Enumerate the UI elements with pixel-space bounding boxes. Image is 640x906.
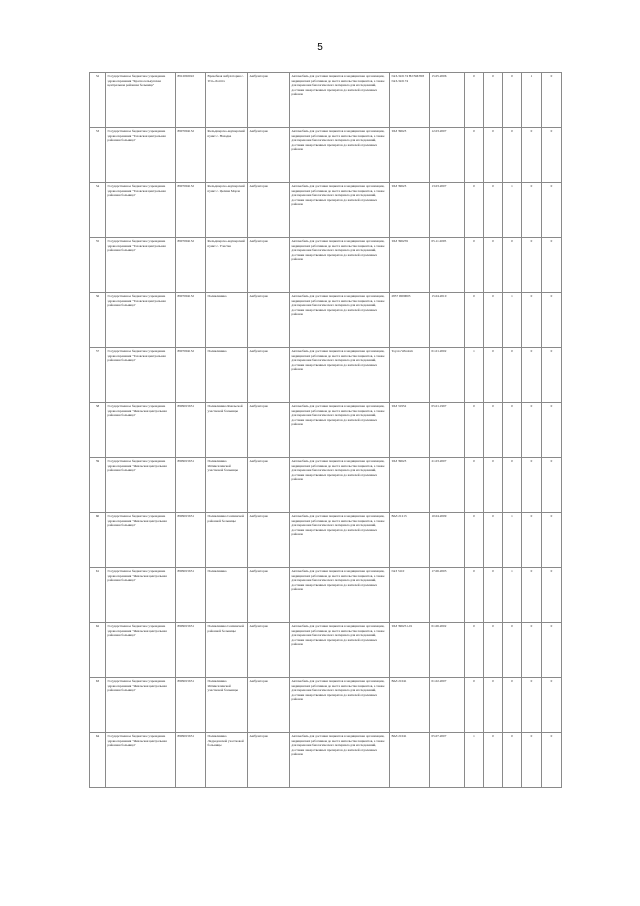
subdivision-name: Поликлиника Яптиксалинской участковой больницы xyxy=(206,678,248,733)
row-number: 63 xyxy=(90,678,106,733)
organization-inn: 8909015651 xyxy=(176,678,206,733)
registration-date: 01.06.2002 xyxy=(430,623,465,678)
count-col-2: 0 xyxy=(484,513,503,568)
count-col-1: 0 xyxy=(465,403,484,458)
count-col-4: 0 xyxy=(522,238,542,293)
row-number: 59 xyxy=(90,458,106,513)
vehicle-model: ВАЗ 21213 xyxy=(390,513,430,568)
vehicle-purpose: Автомобиль для доставки пациентов в медицинские организации, медицинских работников до места жительства пациентов, а также для перевозки биологического материала для исследований, доставки лекарственных препаратов до жителей отдаленных районов xyxy=(290,513,390,568)
organization-name: Государственное бюджетное учреждение здравоохранения "Тазовская центральная районная больница" xyxy=(106,128,176,183)
registration-date: 10.04.2009 xyxy=(430,513,465,568)
count-col-3: 0 xyxy=(503,733,522,788)
table-row xyxy=(90,513,562,568)
count-col-1: 1 xyxy=(465,733,484,788)
organization-inn: 8909015651 xyxy=(176,403,206,458)
subdivision-name: Фельдшерско-акушерский пункт с. Целина Морле xyxy=(206,183,248,238)
vehicle-model: ГАЗ-322174 Н2/5М/803 ГАЗ-322174 xyxy=(390,73,430,128)
vehicle-model: ВАЗ 21041 xyxy=(390,678,430,733)
subdivision-name: Поликлиника Сеяхинской районной больницы xyxy=(206,513,248,568)
care-type: Амбулаторно xyxy=(248,348,290,403)
registration-date: 21.03.2007 xyxy=(430,458,465,513)
care-type: Амбулаторно xyxy=(248,128,290,183)
count-col-2: 0 xyxy=(484,458,503,513)
subdivision-name: Поликлиника xyxy=(206,293,248,348)
organization-name: Государственное бюджетное учреждение здравоохранения "Красноселькупская центральная районная больница" xyxy=(106,73,176,128)
count-col-4: 0 xyxy=(522,183,542,238)
care-type: Амбулаторно xyxy=(248,733,290,788)
vehicle-model: УАЗ 396251-01 xyxy=(390,623,430,678)
row-number: 52 xyxy=(90,73,106,128)
count-col-5: 0 xyxy=(542,73,562,128)
row-number: 53 xyxy=(90,128,106,183)
registration-date: 17.06.2003 xyxy=(430,568,465,623)
count-col-3: 0 xyxy=(503,73,522,128)
count-col-3: 1 xyxy=(503,568,522,623)
count-col-2: 0 xyxy=(484,128,503,183)
table-row xyxy=(90,733,562,788)
vehicle-model: ГАЗ 3110 xyxy=(390,568,430,623)
subdivision-name: Фельдшерско-акушерский пункт с. Участка xyxy=(206,238,248,293)
vehicle-purpose: Автомобиль для доставки пациентов в медицинские организации, медицинских работников до места жительства пациентов, а также для перевозки биологического материала для исследований, доставки лекарственных препаратов до жителей отдаленных районов xyxy=(290,128,390,183)
organization-name: Государственное бюджетное учреждение здравоохранения "Ямальская центральная районная больница" xyxy=(106,623,176,678)
table-row xyxy=(90,293,562,348)
organization-inn: 8909015651 xyxy=(176,733,206,788)
count-col-5: 0 xyxy=(542,183,562,238)
registry-body xyxy=(90,73,562,788)
count-col-5: 0 xyxy=(542,403,562,458)
row-number: 56 xyxy=(90,293,106,348)
count-col-3: 0 xyxy=(503,403,522,458)
count-col-5: 0 xyxy=(542,238,562,293)
row-number: 58 xyxy=(90,403,106,458)
page-number: 5 xyxy=(317,42,323,53)
count-col-1: 0 xyxy=(465,73,484,128)
vehicle-purpose: Автомобиль для доставки пациентов в медицинские организации, медицинских работников до места жительства пациентов, а также для перевозки биологического материала для исследований, доставки лекарственных препаратов до жителей отдаленных районов xyxy=(290,183,390,238)
count-col-4: 0 xyxy=(522,458,542,513)
count-col-3: 0 xyxy=(503,348,522,403)
subdivision-name: Фельдшерско-акушерский пункт с. Находка xyxy=(206,128,248,183)
count-col-1: 0 xyxy=(465,678,484,733)
organization-inn: 8909015651 xyxy=(176,458,206,513)
count-col-3: 0 xyxy=(503,238,522,293)
count-col-5: 0 xyxy=(542,348,562,403)
care-type: Амбулаторно xyxy=(248,458,290,513)
vehicle-purpose: Автомобиль для доставки пациентов в медицинские организации, медицинских работников до места жительства пациентов, а также для перевозки биологического материала для исследований, доставки лекарственных препаратов до жителей отдаленных районов xyxy=(290,403,390,458)
vehicle-purpose: Автомобиль для доставки пациентов в медицинские организации, медицинских работников до места жительства пациентов, а также для перевозки биологического материала для исследований, доставки лекарственных препаратов до жителей отдаленных районов xyxy=(290,733,390,788)
organization-name: Государственное бюджетное учреждение здравоохранения "Ямальская центральная районная больница" xyxy=(106,733,176,788)
registration-date: 01.02.2007 xyxy=(430,678,465,733)
care-type: Амбулаторно xyxy=(248,73,290,128)
subdivision-name: Поликлиника xyxy=(206,568,248,623)
count-col-4: 0 xyxy=(522,128,542,183)
count-col-1: 0 xyxy=(465,183,484,238)
vehicle-purpose: Автомобиль для доставки пациентов в медицинские организации, медицинских работников до места жительства пациентов, а также для перевозки биологического материала для исследований, доставки лекарственных препаратов до жителей отдаленных районов xyxy=(290,348,390,403)
count-col-1: 1 xyxy=(465,348,484,403)
count-col-3: 0 xyxy=(503,623,522,678)
vehicle-registry-table xyxy=(89,72,562,788)
subdivision-name: Врачебная амбулатория с. Усть-Лоптта xyxy=(206,73,248,128)
count-col-2: 0 xyxy=(484,183,503,238)
count-col-5: 0 xyxy=(542,733,562,788)
count-col-1: 0 xyxy=(465,458,484,513)
row-number: 54 xyxy=(90,183,106,238)
count-col-3: 0 xyxy=(503,678,522,733)
count-col-3: 1 xyxy=(503,293,522,348)
count-col-4: 0 xyxy=(522,348,542,403)
organization-name: Государственное бюджетное учреждение здравоохранения "Тазовская центральная районная больница" xyxy=(106,348,176,403)
organization-name: Государственное бюджетное учреждение здравоохранения "Тазовская центральная районная больница" xyxy=(106,293,176,348)
vehicle-model: Toyota Windom xyxy=(390,348,430,403)
table-row xyxy=(90,348,562,403)
count-col-1: 0 xyxy=(465,513,484,568)
count-col-5: 0 xyxy=(542,678,562,733)
count-col-5: 0 xyxy=(542,513,562,568)
organization-inn: 8907004152 xyxy=(176,183,206,238)
table-row xyxy=(90,128,562,183)
count-col-3: 0 xyxy=(503,458,522,513)
table-row xyxy=(90,623,562,678)
row-number: 61 xyxy=(90,568,106,623)
count-col-4: 0 xyxy=(522,623,542,678)
count-col-2: 0 xyxy=(484,733,503,788)
vehicle-purpose: Автомобиль для доставки пациентов в медицинские организации, медицинских работников до места жительства пациентов, а также для перевозки биологического материала для исследований, доставки лекарственных препаратов до жителей отдаленных районов xyxy=(290,293,390,348)
vehicle-model: УАЗ 39623 xyxy=(390,183,430,238)
organization-inn: 8909015651 xyxy=(176,623,206,678)
organization-name: Государственное бюджетное учреждение здравоохранения "Ямальская центральная районная больница" xyxy=(106,458,176,513)
registration-date: 05.11.2005 xyxy=(430,238,465,293)
table-row xyxy=(90,183,562,238)
registration-date: 12.03.2007 xyxy=(430,128,465,183)
organization-name: Государственное бюджетное учреждение здравоохранения "Тазовская центральная районная больница" xyxy=(106,183,176,238)
row-number: 55 xyxy=(90,238,106,293)
vehicle-purpose: Автомобиль для доставки пациентов в медицинские организации, медицинских работников до места жительства пациентов, а также для перевозки биологического материала для исследований, доставки лекарственных препаратов до жителей отдаленных районов xyxy=(290,73,390,128)
table-row xyxy=(90,568,562,623)
care-type: Амбулаторно xyxy=(248,623,290,678)
count-col-3: 1 xyxy=(503,183,522,238)
vehicle-model: УАЗ 31952 xyxy=(390,403,430,458)
count-col-2: 0 xyxy=(484,623,503,678)
registration-date: 05.07.2007 xyxy=(430,733,465,788)
vehicle-purpose: Автомобиль для доставки пациентов в медицинские организации, медицинских работников до места жительства пациентов, а также для перевозки биологического материала для исследований, доставки лекарственных препаратов до жителей отдаленных районов xyxy=(290,238,390,293)
count-col-1: 0 xyxy=(465,128,484,183)
registration-date: 01.01.2002 xyxy=(430,348,465,403)
row-number: 64 xyxy=(90,733,106,788)
row-number: 57 xyxy=(90,348,106,403)
count-col-5: 0 xyxy=(542,293,562,348)
count-col-3: 0 xyxy=(503,128,522,183)
table-row xyxy=(90,403,562,458)
count-col-5: 0 xyxy=(542,623,562,678)
subdivision-name: Поликлиника Ямальской участковой больницы xyxy=(206,403,248,458)
registration-date: 15.05.2006 xyxy=(430,73,465,128)
count-col-2: 0 xyxy=(484,568,503,623)
organization-inn: 8909015651 xyxy=(176,568,206,623)
table-row xyxy=(90,73,562,128)
subdivision-name: Поликлиника Яптиксалинской участковой больницы xyxy=(206,458,248,513)
organization-name: Государственное бюджетное учреждение здравоохранения "Тазовская центральная районная больница" xyxy=(106,238,176,293)
row-number: 62 xyxy=(90,623,106,678)
table-row xyxy=(90,678,562,733)
count-col-1: 0 xyxy=(465,623,484,678)
count-col-4: 0 xyxy=(522,733,542,788)
care-type: Амбулаторно xyxy=(248,293,290,348)
registration-date: 13.03.2007 xyxy=(430,183,465,238)
count-col-4: 0 xyxy=(522,293,542,348)
count-col-4: 1 xyxy=(522,73,542,128)
table-row xyxy=(90,238,562,293)
organization-inn: 8907004152 xyxy=(176,293,206,348)
count-col-5: 0 xyxy=(542,458,562,513)
count-col-2: 0 xyxy=(484,403,503,458)
count-col-5: 0 xyxy=(542,128,562,183)
count-col-4: 0 xyxy=(522,403,542,458)
organization-name: Государственное бюджетное учреждение здравоохранения "Ямальская центральная районная больница" xyxy=(106,678,176,733)
subdivision-name: Поликлиника Ладрадовской участковой больницы xyxy=(206,733,248,788)
registration-date: 05.01.1997 xyxy=(430,403,465,458)
count-col-2: 0 xyxy=(484,678,503,733)
subdivision-name: Поликлиника Сеяхинской районной больницы xyxy=(206,623,248,678)
count-col-2: 0 xyxy=(484,348,503,403)
vehicle-purpose: Автомобиль для доставки пациентов в медицинские организации, медицинских работников до места жительства пациентов, а также для перевозки биологического материала для исследований, доставки лекарственных препаратов до жителей отдаленных районов xyxy=(290,678,390,733)
organization-inn: 8907004152 xyxy=(176,128,206,183)
organization-name: Государственное бюджетное учреждение здравоохранения "Ямальская центральная районная больница" xyxy=(106,403,176,458)
care-type: Амбулаторно xyxy=(248,403,290,458)
count-col-1: 0 xyxy=(465,293,484,348)
row-number: 60 xyxy=(90,513,106,568)
vehicle-purpose: Автомобиль для доставки пациентов в медицинские организации, медицинских работников до места жительства пациентов, а также для перевозки биологического материала для исследований, доставки лекарственных препаратов до жителей отдаленных районов xyxy=(290,623,390,678)
table-row xyxy=(90,458,562,513)
vehicle-model: 2857 0000003 xyxy=(390,293,430,348)
vehicle-model: УАЗ 39623 xyxy=(390,128,430,183)
count-col-1: 0 xyxy=(465,568,484,623)
organization-inn: 8907004152 xyxy=(176,238,206,293)
organization-name: Государственное бюджетное учреждение здравоохранения "Ямальская центральная районная больница" xyxy=(106,513,176,568)
count-col-2: 0 xyxy=(484,73,503,128)
care-type: Амбулаторно xyxy=(248,238,290,293)
organization-inn: 8912002022 xyxy=(176,73,206,128)
count-col-4: 0 xyxy=(522,678,542,733)
subdivision-name: Поликлиника xyxy=(206,348,248,403)
care-type: Амбулаторно xyxy=(248,183,290,238)
count-col-4: 0 xyxy=(522,513,542,568)
count-col-3: 1 xyxy=(503,513,522,568)
count-col-2: 0 xyxy=(484,293,503,348)
vehicle-purpose: Автомобиль для доставки пациентов в медицинские организации, медицинских работников до места жительства пациентов, а также для перевозки биологического материала для исследований, доставки лекарственных препаратов до жителей отдаленных районов xyxy=(290,568,390,623)
organization-inn: 8907004152 xyxy=(176,348,206,403)
vehicle-model: ВАЗ 21041 xyxy=(390,733,430,788)
vehicle-model: УАЗ 39623 xyxy=(390,458,430,513)
vehicle-purpose: Автомобиль для доставки пациентов в медицинские организации, медицинских работников до места жительства пациентов, а также для перевозки биологического материала для исследований, доставки лекарственных препаратов до жителей отдаленных районов xyxy=(290,458,390,513)
registration-date: 15.04.2010 xyxy=(430,293,465,348)
vehicle-model: УАЗ 396259 xyxy=(390,238,430,293)
care-type: Амбулаторно xyxy=(248,513,290,568)
organization-name: Государственное бюджетное учреждение здравоохранения "Ямальская центральная районная больница" xyxy=(106,568,176,623)
care-type: Амбулаторно xyxy=(248,568,290,623)
count-col-4: 0 xyxy=(522,568,542,623)
count-col-1: 0 xyxy=(465,238,484,293)
care-type: Амбулаторно xyxy=(248,678,290,733)
count-col-2: 0 xyxy=(484,238,503,293)
organization-inn: 8909015651 xyxy=(176,513,206,568)
count-col-5: 0 xyxy=(542,568,562,623)
